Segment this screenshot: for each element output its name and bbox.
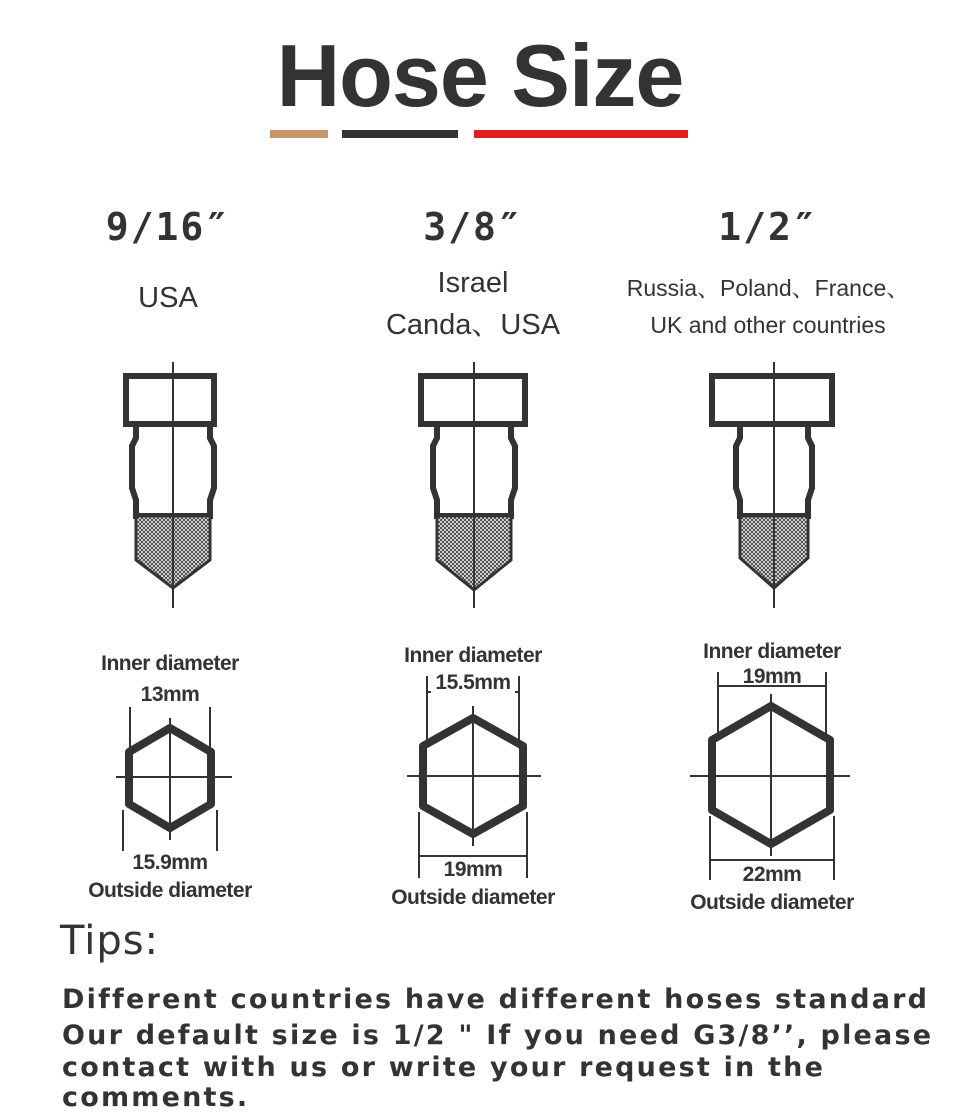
tips-heading: Tips: <box>60 918 160 964</box>
hose-fitting-icon <box>712 376 832 516</box>
size-label: 3/8″ <box>423 205 523 249</box>
inner-diameter-value: 13mm <box>120 683 220 707</box>
inner-diameter-value: 15.5mm <box>431 671 515 695</box>
inner-diameter-label: Inner diameter <box>703 640 841 663</box>
tips-line: contact with us or write your request in the <box>62 1052 826 1083</box>
country-line: UK and other countries <box>650 312 886 338</box>
country-line: USA <box>138 282 198 314</box>
size-column-3-8 <box>313 0 633 930</box>
size-label: 1/2″ <box>718 205 818 249</box>
outer-diameter-label: Outside diameter <box>391 886 555 909</box>
hexagon-icon <box>116 718 232 840</box>
country-line: Israel <box>437 267 509 299</box>
size-label: 9/16″ <box>105 205 231 249</box>
outer-diameter-label: Outside diameter <box>88 879 252 902</box>
country-line: Canda、USA <box>385 309 561 341</box>
outer-diameter-value: 15.9mm <box>120 851 220 875</box>
inner-diameter-label: Inner diameter <box>404 644 542 667</box>
inner-diameter-label: Inner diameter <box>101 652 239 675</box>
tips-line: Our default size is 1/2 " If you need G3/8’’, please <box>62 1020 934 1051</box>
tips-line: Different countries have different hoses standard <box>62 984 930 1015</box>
fitting-diagram <box>313 0 633 930</box>
size-column-1-2 <box>608 0 928 930</box>
outer-diameter-label: Outside diameter <box>690 891 854 914</box>
page-title: Hose Size <box>276 26 684 125</box>
inner-diameter-value: 19mm <box>742 665 802 688</box>
size-column-9-16 <box>8 0 328 930</box>
tips-line: comments. <box>62 1082 250 1113</box>
outer-diameter-value: 19mm <box>433 858 513 882</box>
outer-diameter-value: 22mm <box>732 863 812 887</box>
fitting-diagram <box>8 0 328 930</box>
fitting-diagram <box>608 0 928 930</box>
country-line: Russia、Poland、France、 <box>626 275 910 301</box>
hose-fitting-icon <box>126 376 214 516</box>
